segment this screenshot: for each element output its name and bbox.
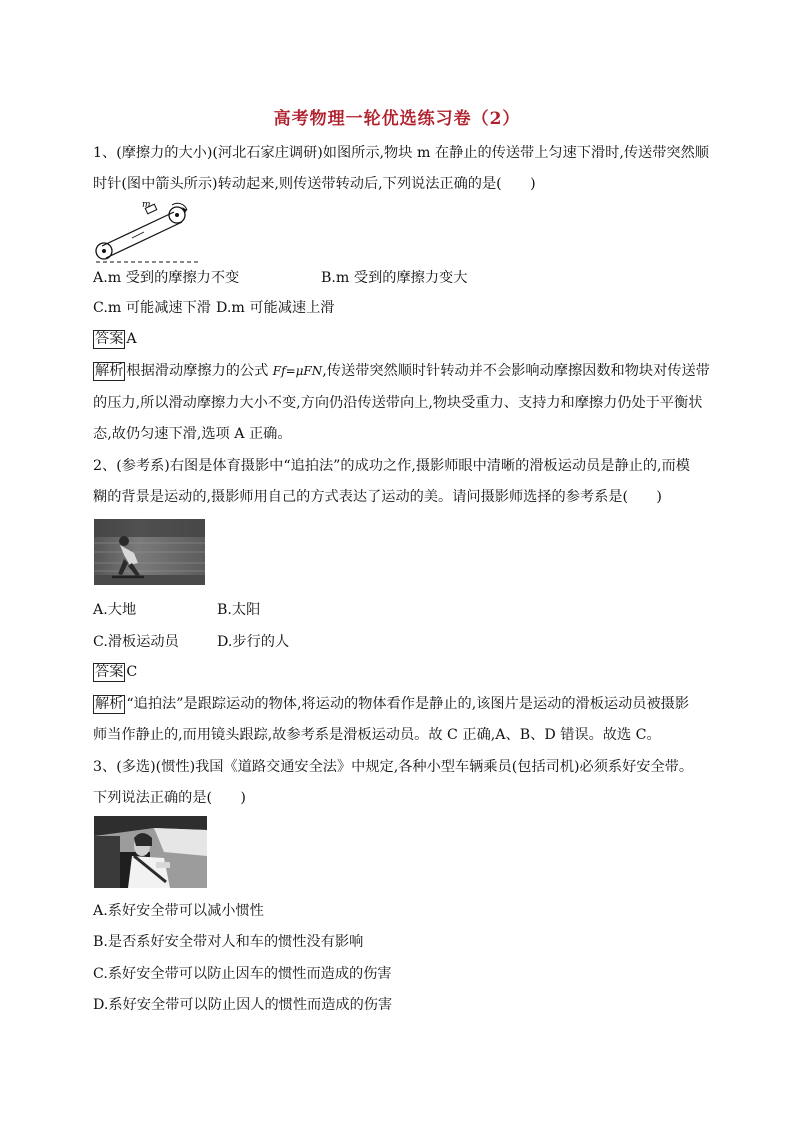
block-label: m xyxy=(142,200,151,210)
q1-stem-line1: 1、(摩擦力的大小)(河北石家庄调研)如图所示,物块 m 在静止的传送带上匀速下滑时,传送带突然顺 xyxy=(93,145,709,161)
q3-stem-line1: 3、(多选)(惯性)我国《道路交通安全法》中规定,各种小型车辆乘员(包括司机)必须系好安全带。 xyxy=(93,759,694,775)
q2-answer-value: C xyxy=(126,664,138,680)
analysis-tag: 解析 xyxy=(95,363,124,379)
right-pulley-axle xyxy=(175,213,179,217)
passenger-torso xyxy=(128,856,170,888)
left-pulley-axle xyxy=(102,249,106,253)
q1-option-b: B.m 受到的摩擦力变大 xyxy=(321,270,468,286)
q1-analysis-line3: 态,故仍匀速下滑,选项 A 正确。 xyxy=(93,426,292,442)
answer-tag: 答案 xyxy=(95,664,124,680)
belt-bottom-edge xyxy=(106,222,182,258)
q2-stem-line2: 糊的背景是运动的,摄影师用自己的方式表达了运动的美。请问摄影师选择的参考系是( ) xyxy=(93,489,662,505)
q3-stem-line2: 下列说法正确的是( ) xyxy=(93,790,246,806)
q3-option-b: B.是否系好安全带对人和车的惯性没有影响 xyxy=(93,934,364,950)
analysis-tag: 解析 xyxy=(95,696,124,712)
q1-option-a: A.m 受到的摩擦力不变 xyxy=(93,270,240,286)
q2-option-b: B.太阳 xyxy=(217,602,261,618)
belt-motion-arrow xyxy=(132,232,144,238)
q1-analysis-text-a: 根据滑动摩擦力的公式 xyxy=(126,363,269,379)
q1-analysis-line2: 的压力,所以滑动摩擦力大小不变,方向仍沿传送带向上,物块受重力、支持力和摩擦力仍处于平衡状 xyxy=(93,395,703,411)
q3-option-d: D.系好安全带可以防止因人的惯性而造成的伤害 xyxy=(93,997,393,1013)
q1-answer-value: A xyxy=(126,331,137,347)
q1-option-d: D.m 可能减速上滑 xyxy=(216,300,335,316)
friction-formula: Ff=μFN xyxy=(272,364,323,378)
belt-top-edge xyxy=(102,212,174,246)
skateboarder-photo xyxy=(94,519,205,585)
q2-answer xyxy=(93,662,137,682)
answer-tag: 答案 xyxy=(95,331,124,347)
q2-option-c: C.滑板运动员 xyxy=(93,634,179,650)
conveyor-belt-figure xyxy=(92,198,202,264)
q2-analysis-line2: 师当作静止的,而用镜头跟踪,故参考系是滑板运动员。故 C 正确,A、B、D 错误。故选 C。 xyxy=(93,727,661,743)
q2-option-d: D.步行的人 xyxy=(217,634,290,650)
q3-option-a: A.系好安全带可以减小惯性 xyxy=(93,903,264,919)
seatbelt-photo xyxy=(94,816,207,888)
q2-stem-line1: 2、(参考系)右图是体育摄影中“追拍法”的成功之作,摄影师眼中清晰的滑板运动员是静止的,而模 xyxy=(93,458,690,474)
q1-answer xyxy=(93,329,137,349)
q1-option-c: C.m 可能减速下滑 xyxy=(93,300,211,316)
q3-option-c: C.系好安全带可以防止因车的惯性而造成的伤害 xyxy=(93,966,392,982)
skater-head xyxy=(119,536,129,546)
q2-analysis-line1 xyxy=(93,694,689,714)
q1-analysis-line1 xyxy=(93,361,710,381)
q2-analysis-text: “追拍法”是跟踪运动的物体,将运动的物体看作是静止的,该图片是运动的滑板运动员被摄影 xyxy=(126,696,690,712)
q2-option-a: A.大地 xyxy=(93,602,137,618)
car-door-frame xyxy=(94,836,120,888)
q1-stem-line2: 时针(图中箭头所示)转动起来,则传送带转动后,下列说法正确的是( ) xyxy=(93,176,536,192)
passenger-hands xyxy=(156,862,170,868)
page-title: 高考物理一轮优选练习卷（2） xyxy=(273,109,521,129)
q1-analysis-text-b: ,传送带突然顺时针转动并不会影响动摩擦因数和物块对传送带 xyxy=(322,363,710,379)
